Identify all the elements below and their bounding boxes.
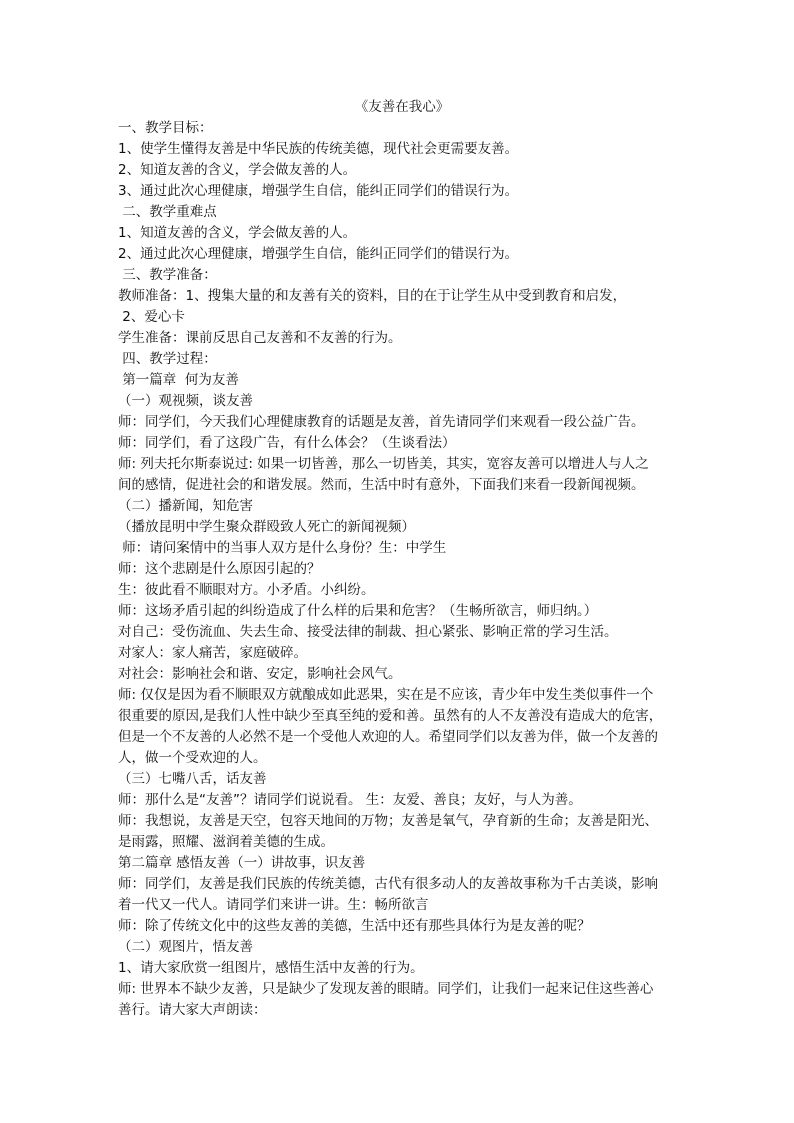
body-line: 师: 列夫托尔斯泰说过: 如果一切皆善，那么一切皆美，其实，宽容友善可以增进人与人之	[118, 456, 649, 472]
body-line: 四、教学过程：	[118, 351, 217, 367]
body-line: （播放昆明中学生聚众群殴致人死亡的新闻视频）	[118, 519, 415, 535]
body-line: 2、通过此次心理健康，增强学生自信，能纠正同学们的错误行为。	[118, 246, 519, 262]
body-line: 2、爱心卡	[118, 309, 185, 325]
body-line: 教师准备：1、搜集大量的和友善有关的资料，目的在于让学生从中受到教育和启发，	[118, 288, 627, 304]
document-body	[118, 118, 678, 1021]
body-line: 师：请问案情中的当事人双方是什么身份？生：中学生	[118, 540, 447, 556]
body-line: 二、教学重难点	[118, 204, 217, 220]
body-line: 3、通过此次心理健康，增强学生自信，能纠正同学们的错误行为。	[118, 183, 519, 199]
body-line: 第一篇章 何为友善	[118, 372, 239, 388]
body-line: 对自己：受伤流血、失去生命、接受法律的制裁、担心紧张、影响正常的学习生活。	[118, 624, 618, 640]
body-line: 人，做一个受欢迎的人。	[118, 750, 267, 766]
body-line: 学生准备：课前反思自己友善和不友善的行为。	[118, 330, 402, 346]
body-line: 很重要的原因,是我们人性中缺少至真至纯的爱和善。虽然有的人不友善没有造成大的危害，	[118, 708, 663, 724]
body-line: 2、知道友善的含义，学会做友善的人。	[118, 162, 357, 178]
body-line: （三）七嘴八舌，话友善	[118, 771, 267, 787]
body-line: 1、使学生懂得友善是中华民族的传统美德，现代社会更需要友善。	[118, 141, 519, 157]
body-line: 师：同学们，看了这段广告，有什么体会？（生谈看法）	[118, 435, 456, 451]
body-line: 师：这场矛盾引起的纠纷造成了什么样的后果和危害？（生畅所欲言，师归纳。）	[118, 603, 598, 619]
body-line: 师：同学们，今天我们心理健康教育的话题是友善，首先请同学们来观看一段公益广告。	[118, 414, 645, 430]
body-line: 师：除了传统文化中的这些友善的美德，生活中还有那些具体行为是友善的呢？	[118, 918, 591, 934]
body-line: 对家人：家人痛苦，家庭破碎。	[118, 645, 307, 661]
body-line: 师: 世界本不缺少友善，只是缺少了发现友善的眼睛。同学们，让我们一起来记住这些善心	[118, 981, 654, 997]
body-line: 是雨露，照耀、滋润着美德的生成。	[118, 834, 334, 850]
body-line: 对社会：影响社会和谐、安定，影响社会风气。	[118, 666, 402, 682]
body-line: 1、知道友善的含义，学会做友善的人。	[118, 225, 357, 241]
body-line: （一）观视频，谈友善	[118, 393, 253, 409]
body-line: 1、请大家欣赏一组图片，感悟生活中友善的行为。	[118, 960, 424, 976]
body-line: 师：同学们，友善是我们民族的传统美德，古代有很多动人的友善故事称为千古美谈，影响	[118, 876, 658, 892]
body-line: 师：我想说，友善是天空，包容天地间的万物；友善是氧气，孕育新的生命；友善是阳光、	[118, 813, 658, 829]
body-line: 但是一个不友善的人必然不是一个受他人欢迎的人。希望同学们以友善为伴，做一个友善的	[118, 729, 658, 745]
body-line: 间的感情，促进社会的和谐发展。然而，生活中时有意外，下面我们来看一段新闻视频。	[118, 477, 645, 493]
body-line: 生：彼此看不顺眼对方。小矛盾。小纠纷。	[118, 582, 375, 598]
document-page	[118, 98, 678, 1021]
body-line: （二）播新闻，知危害	[118, 498, 253, 514]
body-line: 着一代又一代人。请同学们来讲一讲。生：畅所欲言	[118, 897, 429, 913]
body-line: 一、教学目标：	[118, 120, 213, 136]
document-title: 《友善在我心》	[354, 99, 450, 115]
body-line: 师: 仅仅是因为看不顺眼双方就酿成如此恶果，实在是不应该，青少年中发生类似事件一个	[118, 687, 654, 703]
body-line: 师：这个悲剧是什么原因引起的？	[118, 561, 321, 577]
body-line: 善行。请大家大声朗读：	[118, 1002, 267, 1018]
body-line: （二）观图片，悟友善	[118, 939, 253, 955]
body-line: 第二篇章 感悟友善（一）讲故事，识友善	[118, 855, 366, 871]
body-line: 师：那什么是“友善”？请同学们说说看。 生：友爱、善良；友好，与人为善。	[118, 792, 582, 808]
body-line: 三、教学准备：	[118, 267, 217, 283]
